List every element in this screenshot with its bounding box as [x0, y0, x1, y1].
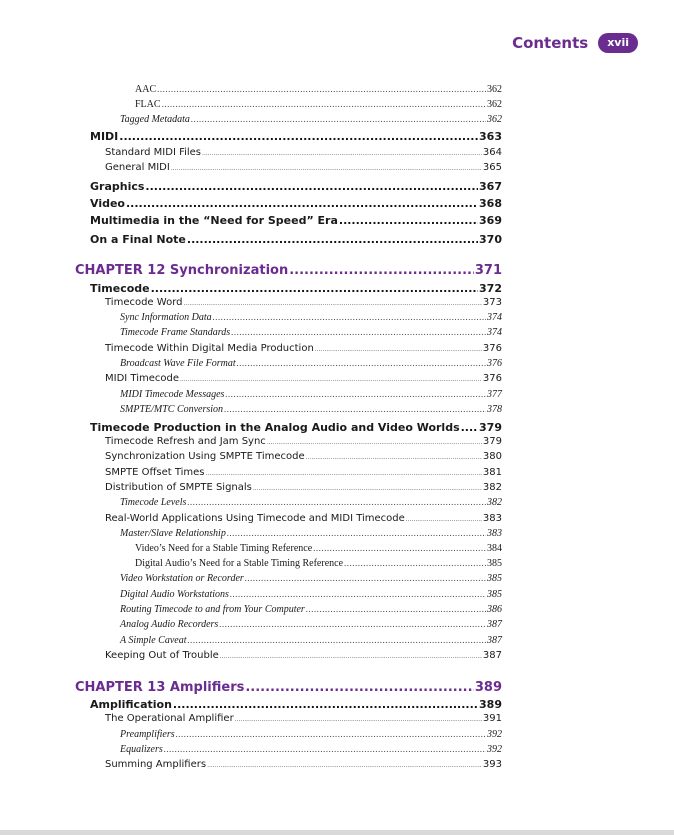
toc-entry	[90, 421, 502, 434]
toc-entry	[120, 327, 502, 338]
dot-leader	[227, 528, 486, 538]
dot-leader	[461, 421, 478, 434]
dot-leader	[213, 312, 486, 322]
dot-leader	[187, 497, 486, 507]
toc-entry	[105, 297, 502, 308]
toc-entry-page: 392	[487, 729, 502, 740]
toc-entry-page: 392	[487, 744, 502, 755]
dot-leader	[173, 698, 478, 711]
dot-leader	[207, 762, 482, 769]
toc-entry-title: AAC	[135, 84, 157, 95]
toc-entry	[90, 180, 502, 193]
toc-entry-page: 362	[487, 114, 502, 125]
toc-entry-page: 378	[487, 404, 502, 415]
toc-entry-title: Tagged Metadata	[120, 114, 190, 125]
toc-entry-title: FLAC	[135, 99, 161, 110]
toc-entry	[135, 99, 502, 110]
toc-entry	[90, 282, 502, 295]
toc-entry-page: 368	[479, 197, 502, 210]
toc-entry-title: Timecode Within Digital Media Production	[105, 343, 314, 354]
toc-entry-title: Timecode Levels	[120, 497, 187, 508]
toc-entry-title: Timecode Production in the Analog Audio and Video Worlds	[90, 421, 460, 434]
toc-entry	[105, 451, 502, 462]
toc-entry-page: 385	[487, 573, 502, 584]
toc-entry-page: 387	[487, 635, 502, 646]
toc-entry	[120, 573, 502, 584]
toc-entry	[105, 373, 502, 384]
toc-entry-page: 381	[482, 467, 502, 478]
toc-chapter-heading	[75, 680, 502, 695]
toc-entry-title: Graphics	[90, 180, 145, 193]
toc-entry	[90, 698, 502, 711]
header-title: Contents	[512, 34, 589, 52]
toc-entry-page: 373	[482, 297, 502, 308]
toc-entry-page: 386	[487, 604, 502, 615]
toc-entry-title: Digital Audio’s Need for a Stable Timing Reference	[135, 558, 344, 569]
toc-entry	[105, 436, 502, 447]
toc-entry	[105, 343, 502, 354]
toc-entry	[90, 130, 502, 143]
toc-entry-title: On a Final Note	[90, 233, 186, 246]
toc-entry	[135, 543, 502, 554]
dot-leader	[157, 84, 486, 94]
toc-entry-title: The Operational Amplifier	[105, 713, 234, 724]
toc-entry-page: 376	[487, 358, 502, 369]
toc-entry	[120, 635, 502, 646]
toc-entry-title: CHAPTER 12 Synchronization	[75, 263, 289, 278]
toc-entry-page: 365	[482, 162, 502, 173]
toc-entry	[120, 497, 502, 508]
toc-entry	[120, 528, 502, 539]
toc-entry-page: 383	[487, 528, 502, 539]
toc-entry	[105, 513, 502, 524]
dot-leader	[306, 454, 482, 461]
toc-entry-page: 379	[479, 421, 502, 434]
dot-leader	[339, 214, 478, 227]
toc-entry	[135, 84, 502, 95]
toc-entry-page: 387	[482, 650, 502, 661]
toc-entry-page: 384	[487, 543, 502, 554]
toc-entry	[105, 147, 502, 158]
toc-entry	[120, 358, 502, 369]
toc-entry-title: Synchronization Using SMPTE Timecode	[105, 451, 305, 462]
toc-entry-title: Timecode Refresh and Jam Sync	[105, 436, 266, 447]
dot-leader	[183, 300, 481, 307]
dot-leader	[245, 573, 486, 583]
dot-leader	[315, 346, 482, 353]
toc-entry-title: Video Workstation or Recorder	[120, 573, 244, 584]
toc-entry-page: 376	[482, 343, 502, 354]
toc-entry	[90, 197, 502, 210]
toc-entry	[120, 312, 502, 323]
dot-leader	[119, 130, 478, 143]
toc-entry-title: CHAPTER 13 Amplifiers	[75, 680, 245, 695]
dot-leader	[225, 389, 486, 399]
toc-entry	[105, 162, 502, 173]
toc-entry	[120, 404, 502, 415]
toc-entry	[135, 558, 502, 569]
dot-leader	[176, 729, 486, 739]
toc-entry-title: MIDI Timecode	[105, 373, 179, 384]
toc-entry	[120, 589, 502, 600]
dot-leader	[180, 376, 482, 383]
toc-entry-title: Analog Audio Recorders	[120, 619, 219, 630]
toc-entry-title: Distribution of SMPTE Signals	[105, 482, 252, 493]
dot-leader	[164, 744, 486, 754]
dot-leader	[162, 99, 486, 109]
toc-entry-title: Multimedia in the “Need for Speed” Era	[90, 214, 338, 227]
toc-entry	[90, 233, 502, 246]
toc-entry	[120, 114, 502, 125]
toc-entry-page: 379	[482, 436, 502, 447]
toc-chapter-heading	[75, 263, 502, 278]
toc-entry-page: 380	[482, 451, 502, 462]
dot-leader	[231, 327, 486, 337]
dot-leader	[206, 470, 482, 477]
dot-leader	[313, 543, 486, 553]
page-bottom-edge	[0, 830, 674, 835]
toc-entry-page: 369	[479, 214, 502, 227]
dot-leader	[230, 589, 486, 599]
dot-leader	[171, 165, 482, 172]
toc-entry-page: 372	[479, 282, 502, 295]
toc-entry-title: Video	[90, 197, 125, 210]
toc-entry-page: 376	[482, 373, 502, 384]
toc-entry-title: Broadcast Wave File Format	[120, 358, 236, 369]
toc-entry-title: General MIDI	[105, 162, 170, 173]
toc-entry-title: SMPTE Offset Times	[105, 467, 205, 478]
toc-entry	[120, 744, 502, 755]
toc-entry-title: MIDI Timecode Messages	[120, 389, 225, 400]
dot-leader	[219, 619, 486, 629]
dot-leader	[253, 485, 482, 492]
toc-entry-page: 363	[479, 130, 502, 143]
toc-entry-page: 393	[482, 759, 502, 770]
dot-leader	[289, 263, 474, 278]
toc-entry	[120, 729, 502, 740]
toc-entry	[120, 389, 502, 400]
toc-entry-title: Summing Amplifiers	[105, 759, 207, 770]
toc-entry	[120, 604, 502, 615]
toc-entry-title: Timecode Word	[105, 297, 183, 308]
dot-leader	[267, 439, 482, 446]
toc-entry-page: 367	[479, 180, 502, 193]
toc-entry-page: 383	[482, 513, 502, 524]
toc-entry-title: SMPTE/MTC Conversion	[120, 404, 224, 415]
toc-entry-page: 391	[482, 713, 502, 724]
toc-entry-page: 364	[482, 147, 502, 158]
dot-leader	[237, 358, 486, 368]
dot-leader	[126, 197, 478, 210]
toc-entry-title: Keeping Out of Trouble	[105, 650, 219, 661]
toc-entry-title: Digital Audio Workstations	[120, 589, 229, 600]
toc-entry-page: 377	[487, 389, 502, 400]
toc-entry-page: 362	[487, 99, 502, 110]
toc-entry	[105, 482, 502, 493]
toc-entry-page: 370	[479, 233, 502, 246]
dot-leader	[191, 114, 486, 124]
toc-entry-title: Timecode Frame Standards	[120, 327, 231, 338]
dot-leader	[245, 680, 474, 695]
toc-entry-page: 385	[487, 589, 502, 600]
toc-entry-title: Routing Timecode to and from Your Computer	[120, 604, 305, 615]
toc-entry-title: Preamplifiers	[120, 729, 175, 740]
dot-leader	[344, 558, 486, 568]
page-header	[512, 33, 638, 53]
toc-entry-title: Equalizers	[120, 744, 163, 755]
toc-entry-title: Amplification	[90, 698, 172, 711]
dot-leader	[151, 282, 478, 295]
dot-leader	[145, 180, 478, 193]
dot-leader	[202, 150, 482, 157]
toc-entry-title: Sync Information Data	[120, 312, 212, 323]
toc-entry	[105, 650, 502, 661]
dot-leader	[220, 653, 482, 660]
page-number-badge: xvii	[598, 33, 638, 53]
toc-entry-page: 387	[487, 619, 502, 630]
dot-leader	[235, 716, 482, 723]
toc-entry	[120, 619, 502, 630]
toc-entry-title: Standard MIDI Files	[105, 147, 202, 158]
dot-leader	[224, 404, 486, 414]
toc-entry	[105, 713, 502, 724]
toc-entry-title: Timecode	[90, 282, 150, 295]
toc-entry-title: Video’s Need for a Stable Timing Reference	[135, 543, 313, 554]
toc-entry-page: 389	[474, 680, 502, 695]
toc-entry-title: MIDI	[90, 130, 119, 143]
toc-entry-page: 362	[487, 84, 502, 95]
toc-entry-page: 389	[479, 698, 502, 711]
toc-entry-title: Real-World Applications Using Timecode and MIDI Timecode	[105, 513, 405, 524]
toc-entry	[90, 214, 502, 227]
toc-entry-page: 382	[482, 482, 502, 493]
toc-entry-page: 371	[474, 263, 502, 278]
dot-leader	[187, 635, 486, 645]
toc-entry	[105, 467, 502, 478]
toc-entry-title: A Simple Caveat	[120, 635, 187, 646]
dot-leader	[187, 233, 478, 246]
toc-entry-page: 374	[487, 312, 502, 323]
dot-leader	[406, 516, 482, 523]
dot-leader	[306, 604, 486, 614]
toc-entry-page: 374	[487, 327, 502, 338]
toc-entry	[105, 759, 502, 770]
toc-entry-page: 382	[487, 497, 502, 508]
toc-entry-title: Master/Slave Relationship	[120, 528, 226, 539]
toc-entry-page: 385	[487, 558, 502, 569]
